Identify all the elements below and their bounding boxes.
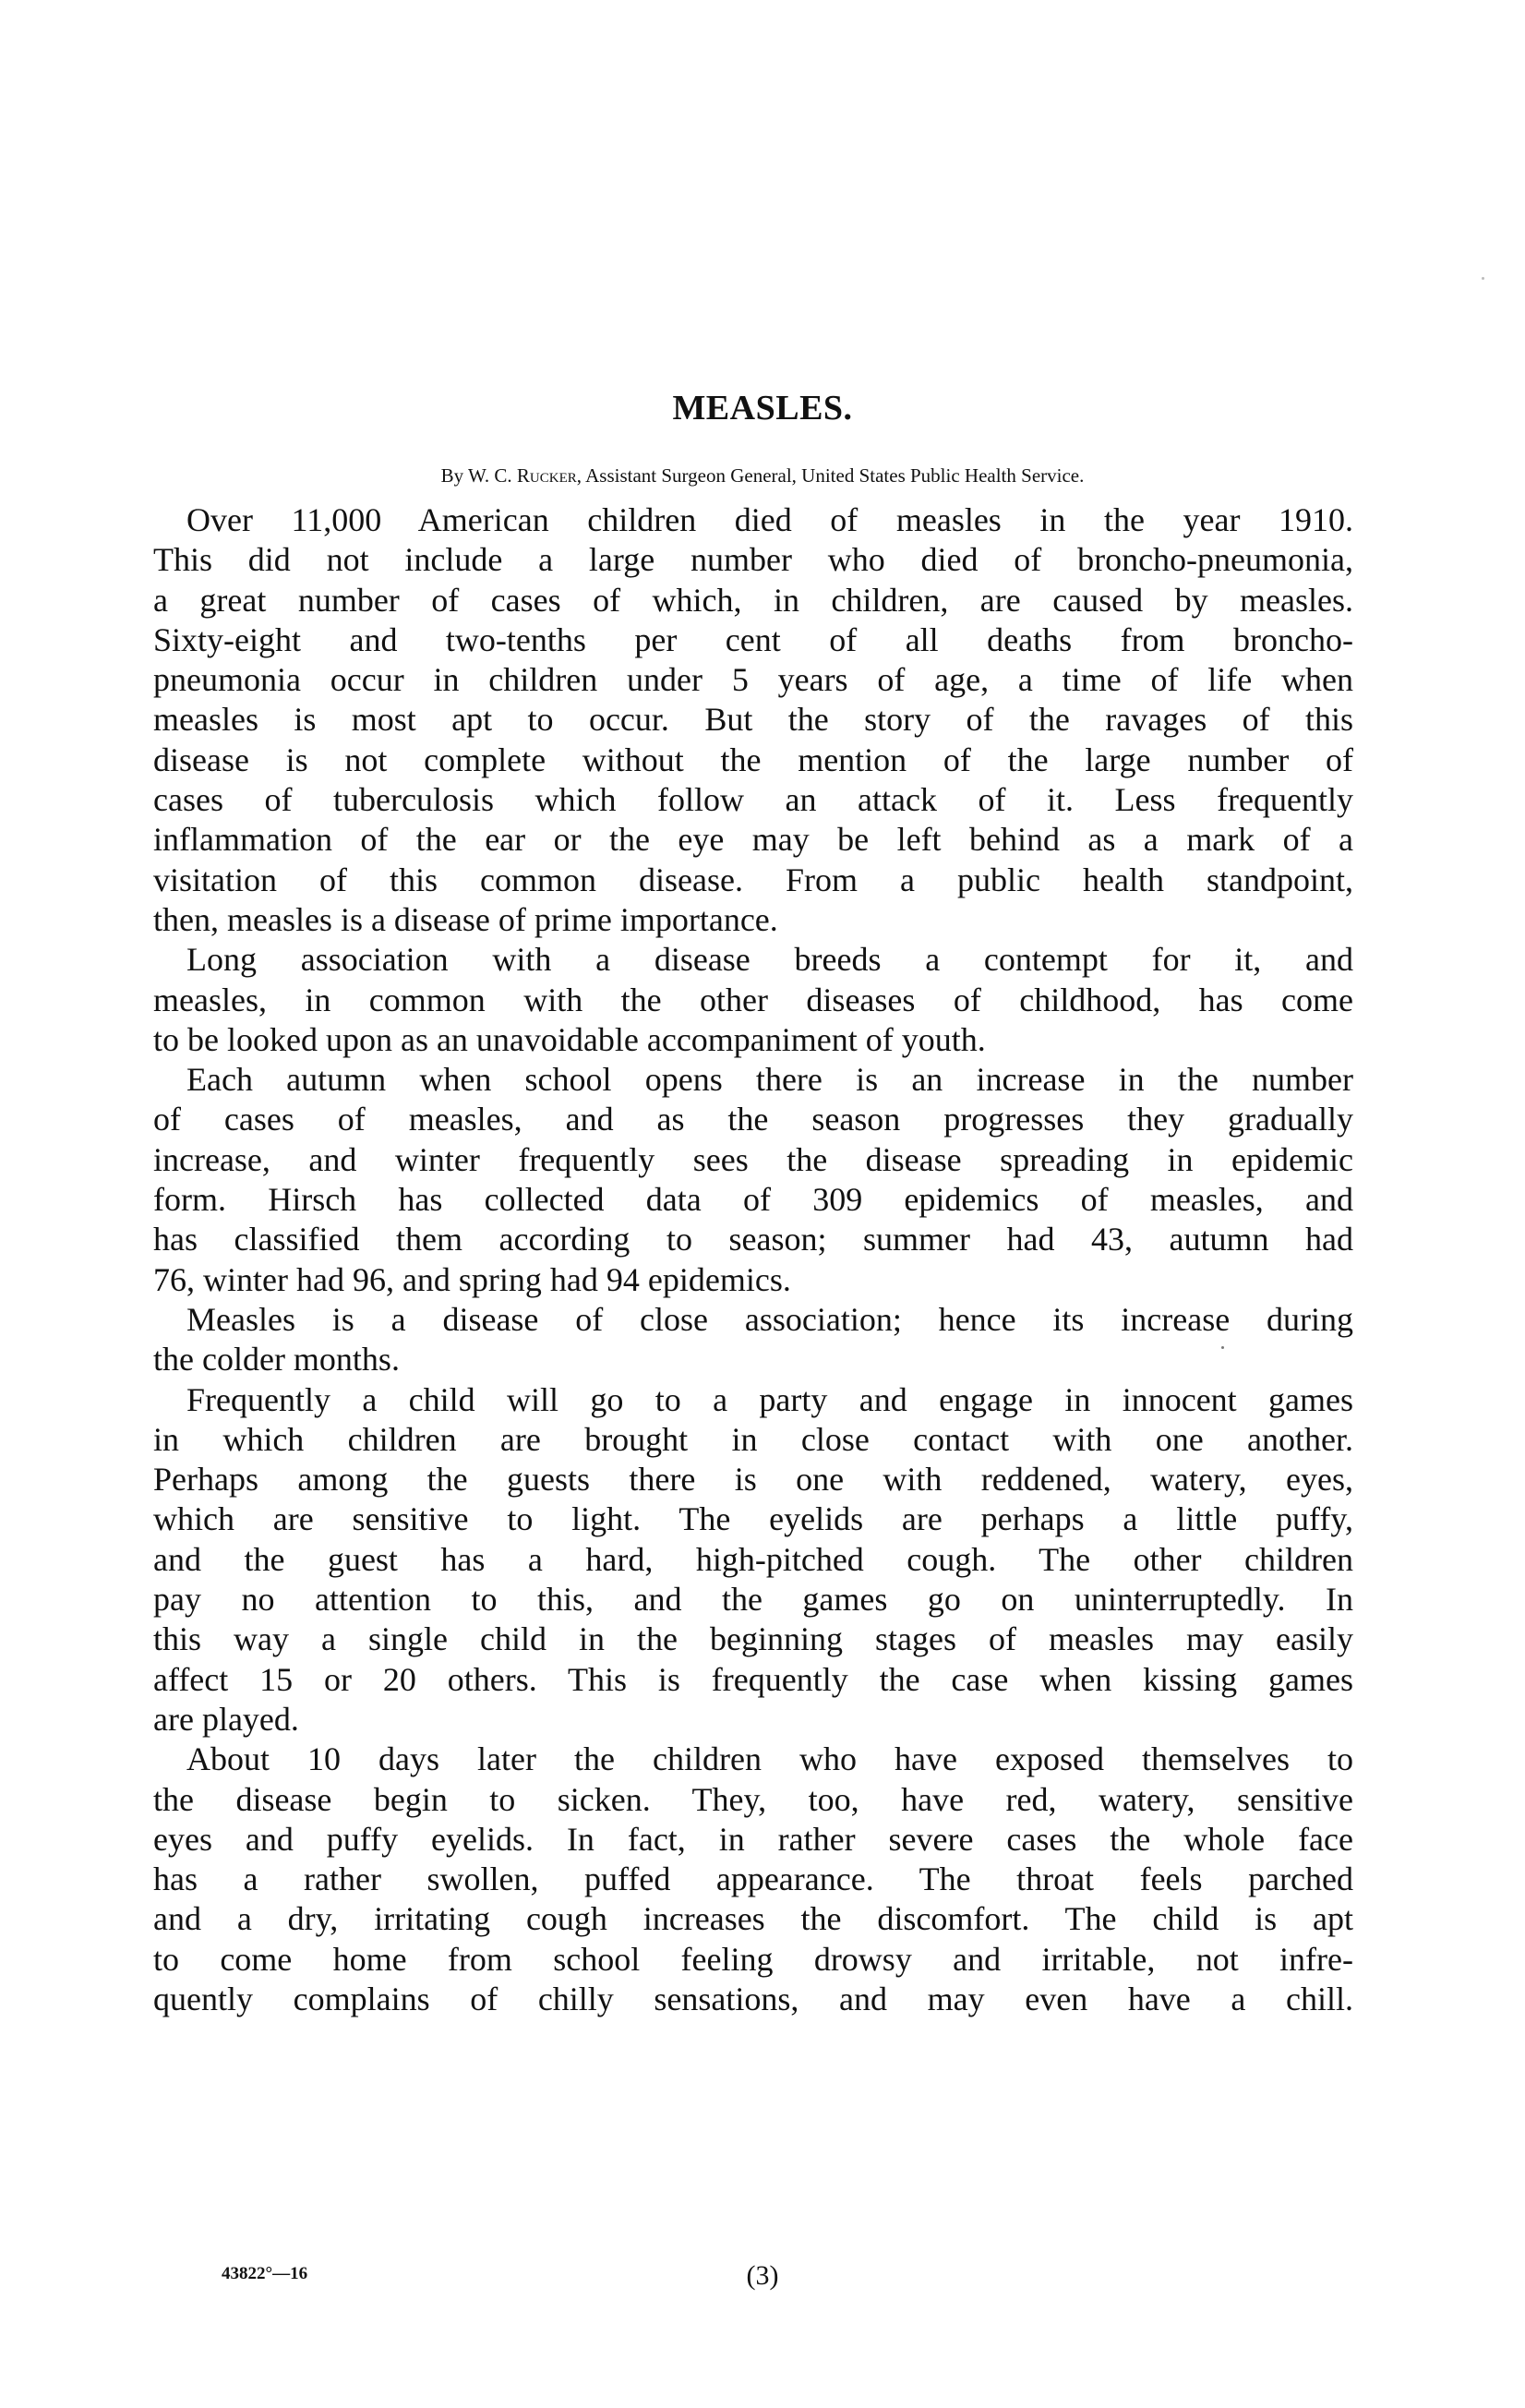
text-line: to be looked upon as an unavoidable accompaniment of youth. (153, 1020, 986, 1058)
text-line: disease is not complete without the mention of the large number of (153, 740, 1353, 778)
text-line: of cases of measles, and as the season progresses they gradually (153, 1101, 1353, 1138)
text-line: and the guest has a hard, high-pitched cough. The other children (153, 1540, 1353, 1578)
text-line: in which children are brought in close contact with one another. (153, 1420, 1353, 1458)
byline (0, 464, 1525, 488)
text-line: cases of tuberculosis which follow an attack of it. Less frequently (153, 781, 1353, 819)
text-line: has a rather swollen, puffed appearance. The throat feels parched (153, 1860, 1353, 1898)
print-code: 43822°—16 (222, 2264, 308, 2283)
byline-author: Rucker (516, 464, 577, 487)
text-line: this way a single child in the beginning stages of measles may easily (153, 1620, 1353, 1658)
text-line: About 10 days later the children who have exposed themselves to (186, 1740, 1353, 1778)
page-title: MEASLES. (672, 389, 853, 427)
text-line: form. Hirsch has collected data of 309 epidemics of measles, and (153, 1181, 1353, 1219)
text-line: the disease begin to sicken. They, too, have red, watery, sensitive (153, 1780, 1353, 1818)
text-line: This did not include a large number who died of broncho-pneumonia, (153, 541, 1353, 579)
text-line: which are sensitive to light. The eyelids are perhaps a little puffy, (153, 1500, 1353, 1538)
text-line: and a dry, irritating cough increases the discomfort. The child is apt (153, 1900, 1353, 1938)
text-line: Sixty-eight and two-tenths per cent of all deaths from broncho- (153, 620, 1353, 658)
text-line: pneumonia occur in children under 5 years of age, a time of life when (153, 661, 1353, 699)
text-line: Over 11,000 American children died of measles in the year 1910. (186, 501, 1353, 538)
text-line: affect 15 or 20 others. This is frequently the case when kissing games (153, 1660, 1353, 1698)
page-number: (3) (746, 2260, 779, 2291)
text-line: the colder months. (153, 1341, 400, 1379)
body-text (153, 500, 1353, 2019)
text-line: Long association with a disease breeds a contempt for it, and (186, 941, 1353, 979)
text-line: then, measles is a disease of prime importance. (153, 900, 778, 938)
text-line: Measles is a disease of close association; hence its increase during (186, 1300, 1353, 1338)
print-speck (1221, 1346, 1224, 1349)
text-line: Frequently a child will go to a party and engage in innocent games (186, 1380, 1353, 1418)
text-line: visitation of this common disease. From a public health standpoint, (153, 861, 1353, 898)
text-line: Each autumn when school opens there is an increase in the number (186, 1061, 1353, 1099)
text-line: Perhaps among the guests there is one with reddened, watery, eyes, (153, 1461, 1353, 1499)
text-line: 76, winter had 96, and spring had 94 epidemics. (153, 1260, 791, 1298)
text-line: a great number of cases of which, in children, are caused by measles. (153, 581, 1353, 619)
text-line: eyes and puffy eyelids. In fact, in rather severe cases the whole face (153, 1820, 1353, 1858)
text-line: quently complains of chilly sensations, and may even have a chill. (153, 1980, 1353, 2017)
text-line: pay no attention to this, and the games go on uninterruptedly. In (153, 1581, 1353, 1619)
text-line: measles, in common with the other diseases of childhood, has come (153, 981, 1353, 1018)
text-line: has classified them according to season; summer had 43, autumn had (153, 1221, 1353, 1258)
text-line: inflammation of the ear or the eye may be left behind as a mark of a (153, 821, 1353, 859)
text-line: measles is most apt to occur. But the story of the ravages of this (153, 701, 1353, 739)
text-line: to come home from school feeling drowsy and irritable, not infre- (153, 1940, 1353, 1978)
text-line: increase, and winter frequently sees the disease spreading in epidemic (153, 1140, 1353, 1178)
byline-suffix: , Assistant Surgeon General, United States Public Health Service. (576, 464, 1085, 487)
print-speck (1482, 277, 1484, 280)
text-line: are played. (153, 1700, 299, 1738)
byline-prefix: By W. C. (440, 464, 517, 487)
